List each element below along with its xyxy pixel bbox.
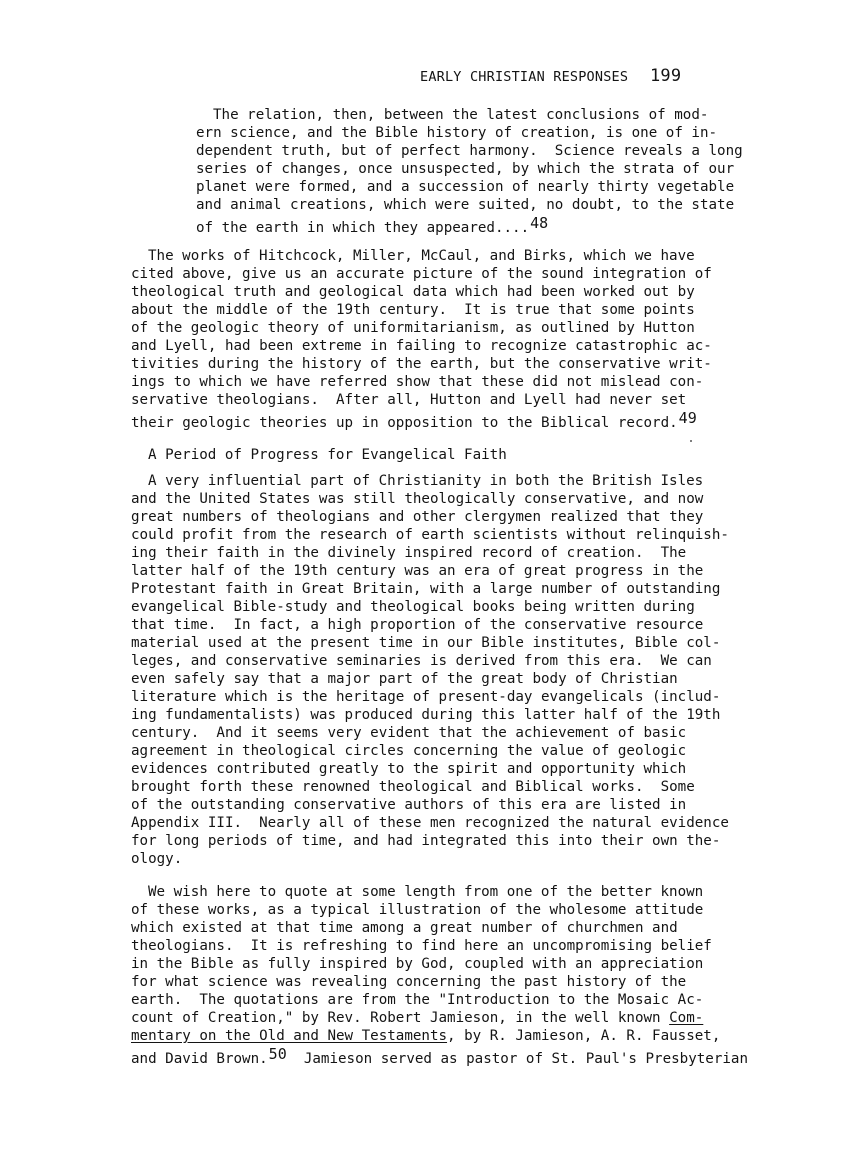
book-title-start: Com- xyxy=(669,1010,704,1026)
paragraph-line: about the middle of the 19th century. It is true that some points xyxy=(131,302,695,318)
paragraph-line: brought forth these renowned theological and Biblical works. Some xyxy=(131,779,695,795)
paragraph-line: and Lyell, had been extreme in failing to recognize catastrophic ac- xyxy=(131,338,712,354)
paragraph-line: literature which is the heritage of present-day evangelicals (includ- xyxy=(131,689,721,705)
paragraph-line: ology. xyxy=(131,851,183,867)
quote-line: dependent truth, but of perfect harmony. Science reveals a long xyxy=(196,143,743,159)
paragraph-line: latter half of the 19th century was an era of great progress in the xyxy=(131,563,704,579)
running-title: EARLY CHRISTIAN RESPONSES xyxy=(420,69,629,85)
paragraph-line: could profit from the research of earth scientists without relinquish- xyxy=(131,527,729,543)
quote-line: The relation, then, between the latest conclusions of mod- xyxy=(213,107,709,123)
paragraph-line: great numbers of theologians and other clergymen realized that they xyxy=(131,509,704,525)
paragraph-line: in the Bible as fully inspired by God, coupled with an appreciation xyxy=(131,956,704,972)
paragraph-line: We wish here to quote at some length from one of the better known xyxy=(148,884,704,900)
paragraph-line: , by R. Jamieson, A. R. Fausset, xyxy=(447,1028,721,1044)
paragraph-line: ing their faith in the divinely inspired record of creation. The xyxy=(131,545,687,561)
paragraph-line: cited above, give us an accurate picture of the sound integration of xyxy=(131,266,712,282)
paragraph-line: that time. In fact, a high proportion of the conservative resource xyxy=(131,617,704,633)
paragraph-line: ings to which we have referred show that these did not mislead con- xyxy=(131,374,704,390)
paragraph-line: even safely say that a major part of the great body of Christian xyxy=(131,671,678,687)
paragraph-line: and David Brown. xyxy=(131,1051,268,1067)
paragraph-line: leges, and conservative seminaries is derived from this era. We can xyxy=(131,653,712,669)
paragraph-line: of these works, as a typical illustration of the wholesome attitude xyxy=(131,902,704,918)
page-number: 199 xyxy=(650,66,682,86)
paragraph-line: their geologic theories up in opposition to the Biblical record. xyxy=(131,415,678,431)
paragraph-line: tivities during the history of the earth, but the conservative writ- xyxy=(131,356,712,372)
book-title: mentary on the Old and New Testaments xyxy=(131,1028,448,1044)
paragraph-line: earth. The quotations are from the "Introduction to the Mosaic Ac- xyxy=(131,992,704,1008)
section-heading: A Period of Progress for Evangelical Faith xyxy=(148,447,507,463)
paragraph-line: theologians. It is refreshing to find here an uncompromising belief xyxy=(131,938,712,954)
paragraph-line-with-title xyxy=(131,1027,720,1045)
paragraph-line: and the United States was still theologically conservative, and now xyxy=(131,491,704,507)
paragraph-line: servative theologians. After all, Hutton and Lyell had never set xyxy=(131,392,687,408)
paragraph-line: material used at the present time in our Bible institutes, Bible col- xyxy=(131,635,721,651)
paragraph-line: which existed at that time among a great number of churchmen and xyxy=(131,920,678,936)
paragraph-line: evidences contributed greatly to the spirit and opportunity which xyxy=(131,761,687,777)
paragraph-line: for what science was revealing concerning the past history of the xyxy=(131,974,687,990)
paragraph-line: A very influential part of Christianity in both the British Isles xyxy=(148,473,704,489)
footnote-marker-50: 50 xyxy=(268,1045,287,1063)
paragraph-line: evangelical Bible-study and theological books being written during xyxy=(131,599,695,615)
footnote-marker-49: 49 xyxy=(678,409,697,427)
paragraph-line: Protestant faith in Great Britain, with a large number of outstanding xyxy=(131,581,721,597)
paragraph-line: The works of Hitchcock, Miller, McCaul, and Birks, which we have xyxy=(148,248,695,264)
paragraph-line-with-title xyxy=(131,1009,703,1027)
paragraph-line: ing fundamentalists) was produced during this latter half of the 19th xyxy=(131,707,721,723)
paragraph-line: Appendix III. Nearly all of these men recognized the natural evidence xyxy=(131,815,729,831)
paragraph-line: century. And it seems very evident that the achievement of basic xyxy=(131,725,687,741)
quote-line: series of changes, once unsuspected, by which the strata of our xyxy=(196,161,735,177)
paragraph-line: theological truth and geological data which had been worked out by xyxy=(131,284,695,300)
quote-line: ern science, and the Bible history of creation, is one of in- xyxy=(196,125,718,141)
paragraph-line: count of Creation," by Rev. Robert Jamieson, in the well known xyxy=(131,1010,670,1026)
paragraph-line: Jamieson served as pastor of St. Paul's Presbyterian xyxy=(286,1051,748,1067)
paragraph-line: of the geologic theory of uniformitarianism, as outlined by Hutton xyxy=(131,320,695,336)
quote-line: and animal creations, which were suited, no doubt, to the state xyxy=(196,197,735,213)
print-speck xyxy=(690,440,692,442)
quote-last-line xyxy=(196,214,548,237)
quote-line: of the earth in which they appeared.... xyxy=(196,220,530,236)
paragraph-last-line xyxy=(131,409,697,432)
paragraph-line: for long periods of time, and had integrated this into their own the- xyxy=(131,833,721,849)
footnote-marker-48: 48 xyxy=(530,214,549,232)
paragraph-line: agreement in theological circles concerning the value of geologic xyxy=(131,743,687,759)
quote-line: planet were formed, and a succession of nearly thirty vegetable xyxy=(196,179,735,195)
paragraph-line-with-footnote xyxy=(131,1045,748,1068)
paragraph-line: of the outstanding conservative authors of this era are listed in xyxy=(131,797,687,813)
